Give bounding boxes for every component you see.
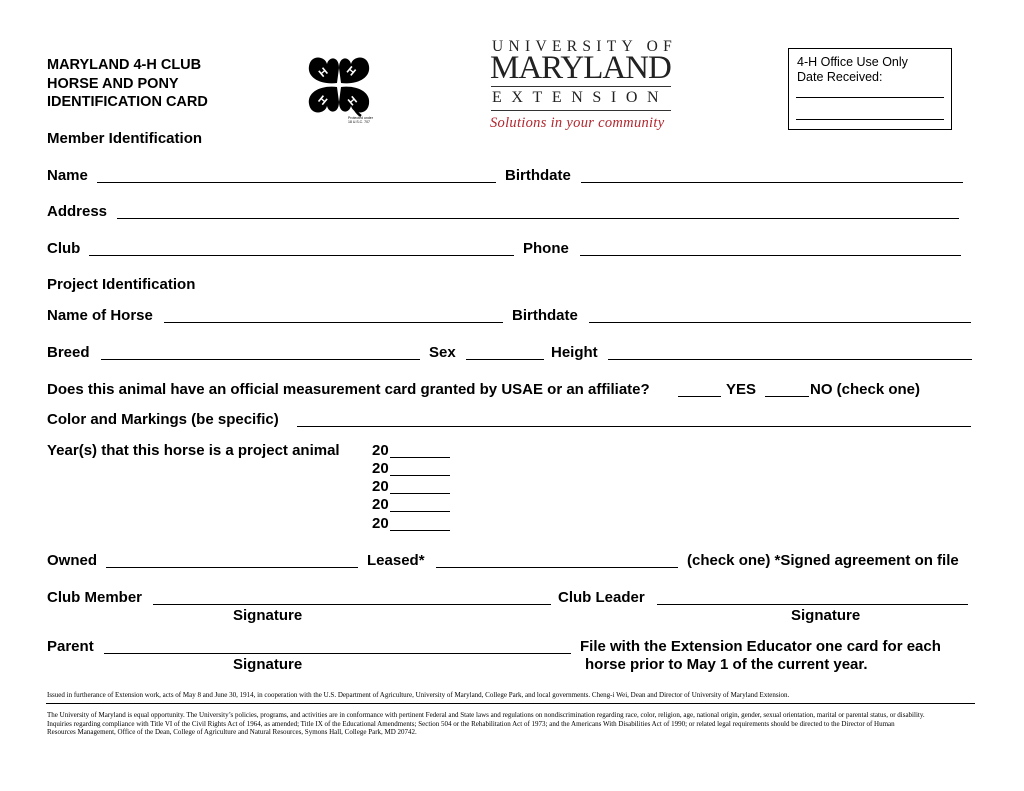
horse-birthdate-field[interactable] — [589, 322, 971, 323]
parent-signature-caption: Signature — [233, 656, 303, 673]
yes-checkbox-line[interactable] — [678, 396, 721, 397]
office-use-title: 4-H Office Use Only — [797, 55, 908, 69]
clover-icon — [303, 50, 375, 124]
leased-label: Leased* — [367, 552, 425, 569]
color-markings-field[interactable] — [297, 426, 971, 427]
year-prefix-5: 20 — [372, 515, 389, 532]
name-label: Name — [47, 167, 88, 184]
year-field-1[interactable] — [390, 457, 450, 458]
footer-eeo-line-3: Resources Management, Office of the Dean, College of Agriculture and Natural Resources, Symons Hall, College Park, MD 20742. — [47, 728, 417, 736]
club-member-signature-caption: Signature — [233, 607, 303, 624]
club-leader-label: Club Leader — [558, 589, 645, 606]
address-label: Address — [47, 203, 108, 220]
breed-label: Breed — [47, 344, 90, 361]
owned-label: Owned — [47, 552, 98, 569]
logo-divider-top — [491, 86, 671, 87]
measurement-question: Does this animal have an official measurement card granted by USAE or an affiliate? — [47, 381, 650, 398]
year-prefix-1: 20 — [372, 442, 389, 459]
footer-divider — [46, 703, 975, 704]
no-label: NO (check one) — [810, 381, 921, 398]
logo-maryland: MARYLAND — [490, 50, 671, 86]
birthdate-field[interactable] — [581, 182, 963, 183]
sex-label: Sex — [429, 344, 456, 361]
office-use-text — [797, 55, 908, 84]
sex-field[interactable] — [466, 359, 544, 360]
club-label: Club — [47, 240, 81, 257]
breed-field[interactable] — [101, 359, 420, 360]
phone-field[interactable] — [580, 255, 961, 256]
color-markings-label: Color and Markings (be specific) — [47, 411, 279, 428]
svg-text:H: H — [316, 65, 331, 80]
project-heading: Project Identification — [47, 276, 196, 293]
club-member-signature-field[interactable] — [153, 604, 551, 605]
logo-extension: EXTENSION — [492, 89, 669, 106]
footer-issued: Issued in furtherance of Extension work, acts of May 8 and June 30, 1914, in cooperation with the U.S. Department of Agriculture, University of Maryland, College Park, and local governments. Cheng-i Wei, Dean and Director of University of Maryland Extension. — [47, 691, 790, 699]
phone-label: Phone — [523, 240, 569, 257]
horse-name-field[interactable] — [164, 322, 503, 323]
address-field[interactable] — [117, 218, 959, 219]
file-note-line-2: horse prior to May 1 of the current year. — [585, 656, 868, 673]
member-heading: Member Identification — [47, 130, 203, 147]
year-field-3[interactable] — [390, 493, 450, 494]
svg-text:H: H — [343, 64, 358, 79]
footer-eeo-line-2: Inquiries regarding compliance with Title VI of the Civil Rights Act of 1964, as amended; Title IX of the Educational Amendments; Section 504 or the Rehabilitation Act of 1973; and the Americans With Disabilities Act of 1990; or related legal requirements should be directed to the Director of Human — [47, 719, 895, 728]
date-received-label: Date Received: — [797, 69, 883, 84]
emblem-caption: Protected under 18 U.S.C. 707 — [348, 116, 373, 124]
club-leader-signature-caption: Signature — [791, 607, 861, 624]
file-note-line-1: File with the Extension Educator one card for each — [580, 638, 941, 655]
title-line-3: IDENTIFICATION CARD — [47, 94, 208, 110]
year-prefix-2: 20 — [372, 460, 389, 477]
svg-text:H: H — [315, 93, 330, 108]
office-use-box — [788, 48, 952, 130]
title-line-2: HORSE AND PONY — [47, 75, 179, 92]
logo-divider-bottom — [491, 110, 671, 111]
parent-signature-field[interactable] — [104, 653, 571, 654]
club-member-label: Club Member — [47, 589, 143, 606]
club-leader-signature-field[interactable] — [657, 604, 968, 605]
height-field[interactable] — [608, 359, 972, 360]
name-field[interactable] — [97, 182, 496, 183]
form-title — [47, 56, 208, 112]
footer-eeo-line-1: The University of Maryland is equal opportunity. The University’s policies, programs, and activities are in conformance with pertinent Federal and State laws and regulations on nondiscrimination regarding race, color, religion, age, national origin, gender, sexual orientation, marital or parental status, or disability. — [47, 711, 925, 719]
parent-label: Parent — [47, 638, 94, 655]
year-prefix-3: 20 — [372, 478, 389, 495]
no-checkbox-line[interactable] — [765, 396, 809, 397]
date-received-line-2[interactable] — [796, 119, 944, 120]
ownership-note: (check one) *Signed agreement on file — [687, 552, 959, 569]
year-prefix-4: 20 — [372, 496, 389, 513]
leased-field[interactable] — [436, 567, 678, 568]
year-field-4[interactable] — [390, 511, 450, 512]
horse-name-label: Name of Horse — [47, 307, 153, 324]
svg-text:H: H — [345, 94, 360, 109]
horse-birthdate-label: Birthdate — [512, 307, 578, 324]
date-received-line-1[interactable] — [796, 97, 944, 98]
year-field-2[interactable] — [390, 475, 450, 476]
logo-university: UNIVERSITY OF — [492, 38, 678, 55]
birthdate-label: Birthdate — [505, 167, 571, 184]
logo-tagline: Solutions in your community — [490, 115, 665, 131]
project-years-label: Year(s) that this horse is a project animal — [47, 442, 340, 459]
year-field-5[interactable] — [390, 530, 450, 531]
height-label: Height — [551, 344, 598, 361]
yes-label: YES — [726, 381, 757, 398]
title-line-1: MARYLAND 4-H CLUB — [47, 57, 202, 73]
club-field[interactable] — [89, 255, 514, 256]
owned-field[interactable] — [106, 567, 358, 568]
